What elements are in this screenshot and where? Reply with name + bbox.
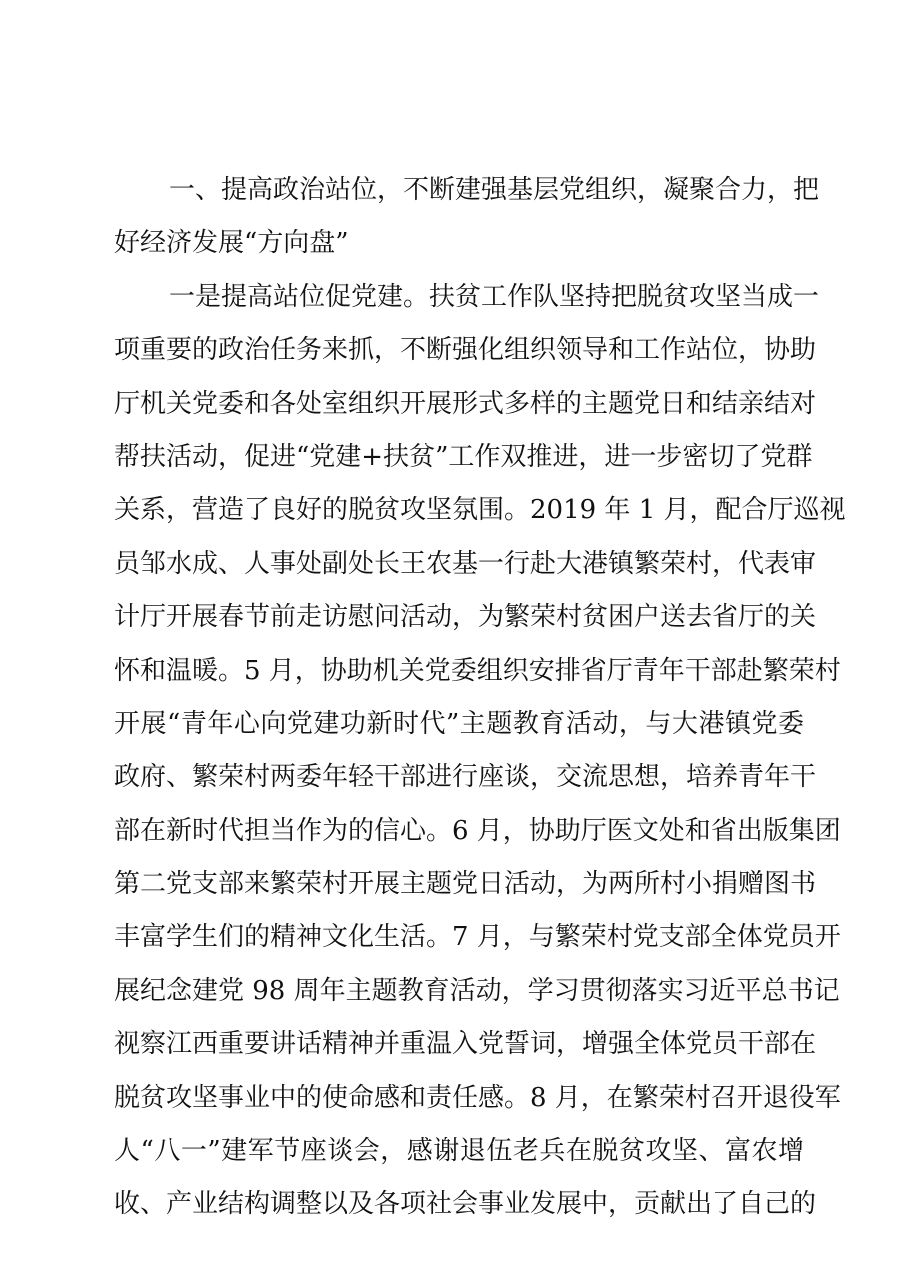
paragraph-line: 关系，营造了良好的脱贫攻坚氛围。2019 年 1 月，配合厅巡视 bbox=[114, 495, 846, 526]
document-body bbox=[114, 164, 846, 1232]
paragraph-line: 人“八一”建军节座谈会，感谢退伍老兵在脱贫攻坚、富农增 bbox=[114, 1136, 804, 1167]
paragraph-line: 展纪念建党 98 周年主题教育活动，学习贯彻落实习近平总书记 bbox=[114, 975, 840, 1006]
paragraph-line: 第二党支部来繁荣村开展主题党日活动，为两所村小捐赠图书 bbox=[114, 869, 817, 900]
paragraph-line: 收、产业结构调整以及各项社会事业发展中，贡献出了自己的 bbox=[114, 1189, 817, 1220]
paragraph-line: 厅机关党委和各处室组织开展形式多样的主题党日和结亲结对 bbox=[114, 388, 817, 419]
paragraph-line: 一是提高站位促党建。扶贫工作队坚持把脱贫攻坚当成一 bbox=[169, 281, 820, 312]
heading-line: 一、提高政治站位，不断建强基层党组织，凝聚合力，把 bbox=[169, 175, 820, 205]
paragraph-line: 项重要的政治任务来抓，不断强化组织领导和工作站位，协助 bbox=[114, 335, 817, 366]
body-paragraph bbox=[114, 271, 846, 1232]
paragraph-line: 丰富学生们的精神文化生活。7 月，与繁荣村党支部全体党员开 bbox=[114, 922, 841, 953]
paragraph-line: 部在新时代担当作为的信心。6 月，协助厅医文处和省出版集团 bbox=[114, 815, 841, 846]
paragraph-line: 计厅开展春节前走访慰问活动，为繁荣村贫困户送去省厅的关 bbox=[114, 602, 817, 633]
paragraph-line: 脱贫攻坚事业中的使命感和责任感。8 月，在繁荣村召开退役军 bbox=[114, 1082, 841, 1113]
paragraph-line: 怀和温暖。5 月，协助机关党委组织安排省厅青年干部赴繁荣村 bbox=[114, 655, 841, 686]
paragraph-line: 开展“青年心向党建功新时代”主题教育活动，与大港镇党委 bbox=[114, 708, 804, 739]
paragraph-line: 帮扶活动，促进“党建+扶贫”工作双推进，进一步密切了党群 bbox=[114, 441, 813, 472]
paragraph-line: 政府、繁荣村两委年轻干部进行座谈，交流思想，培养青年干 bbox=[114, 762, 817, 793]
section-heading bbox=[114, 164, 820, 271]
paragraph-line: 员邹水成、人事处副处长王农基一行赴大港镇繁荣村，代表审 bbox=[114, 548, 817, 579]
heading-line: 好经济发展“方向盘” bbox=[114, 228, 349, 259]
paragraph-line: 视察江西重要讲话精神并重温入党誓词，增强全体党员干部在 bbox=[114, 1029, 817, 1060]
